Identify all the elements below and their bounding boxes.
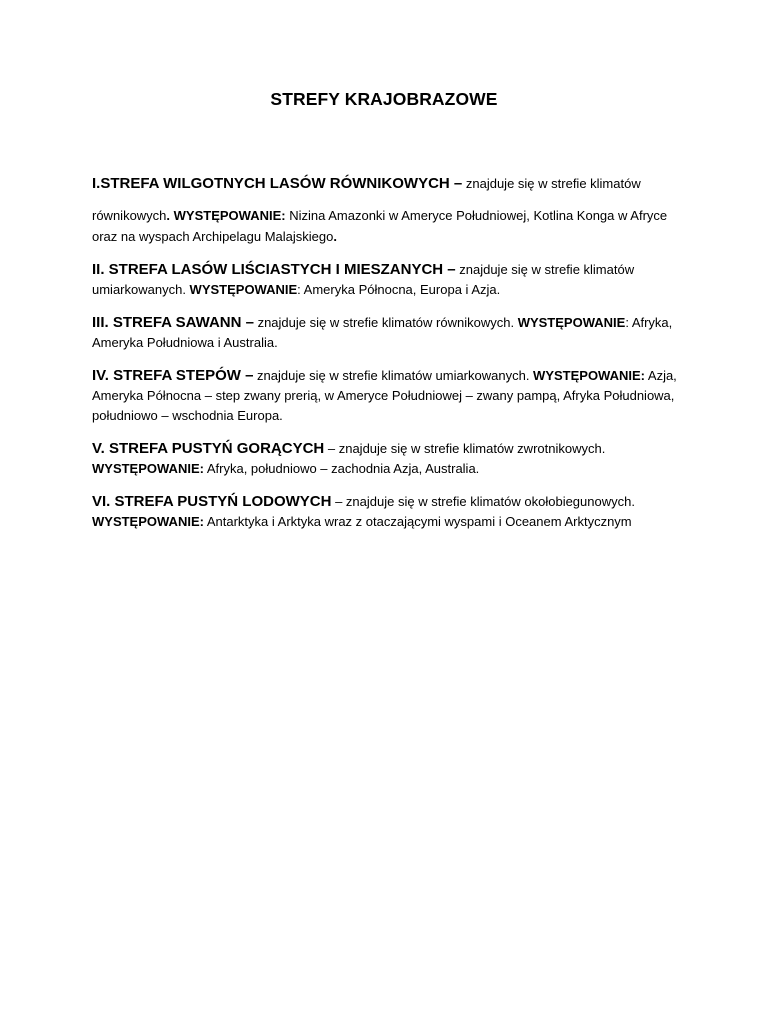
zone-4-heading: IV. STREFA STEPÓW – bbox=[92, 367, 254, 384]
zone-4-climate: znajduje się w strefie klimatów umiarkowanych. bbox=[253, 368, 534, 383]
zone-4-occurrence-label: WYSTĘPOWANIE: bbox=[533, 368, 645, 383]
zone-2-heading: II. STREFA LASÓW LIŚCIASTYCH I MIESZANYCH – bbox=[92, 261, 456, 278]
zone-5-heading: V. STREFA PUSTYŃ GORĄCYCH bbox=[92, 440, 325, 457]
zone-5-occurrence: Afryka, południowo – zachodnia Azja, Australia. bbox=[203, 461, 480, 476]
zone-2-occurrence-label: WYSTĘPOWANIE bbox=[189, 282, 298, 297]
zone-4-paragraph bbox=[92, 366, 682, 426]
zone-1-climate-end: . bbox=[166, 208, 174, 223]
zone-1-occurrence: Nizina Amazonki w Ameryce Południowej, Kotlina Konga w Afryce oraz na wyspach Archipelagu Malajskiego bbox=[92, 208, 668, 244]
zone-6-paragraph bbox=[92, 492, 682, 532]
document-title: STREFY KRAJOBRAZOWE bbox=[270, 89, 498, 109]
zone-6-climate: – znajduje się w strefie klimatów okołobiegunowych. bbox=[331, 494, 635, 509]
zone-3-climate: znajduje się w strefie klimatów równikowych. bbox=[253, 315, 518, 330]
zone-1-occurrence-end: . bbox=[333, 229, 337, 244]
zone-3-occurrence: : Afryka, Ameryka Południowa i Australia. bbox=[92, 315, 673, 350]
zone-3-paragraph bbox=[92, 313, 682, 353]
zone-2-climate: znajduje się w strefie klimatów umiarkowanych. bbox=[92, 262, 635, 297]
zone-5-occurrence-label: WYSTĘPOWANIE: bbox=[92, 461, 204, 476]
zone-1-climate: znajduje się w strefie klimatów bbox=[462, 176, 641, 191]
zone-2-occurrence: : Ameryka Północna, Europa i Azja. bbox=[297, 282, 501, 297]
zone-6-occurrence: Antarktyka i Arktyka wraz z otaczającymi wyspami i Oceanem Arktycznym bbox=[203, 514, 632, 529]
zone-5-paragraph bbox=[92, 439, 682, 479]
zone-4-occurrence: Azja, Ameryka Północna – step zwany prerią, w Ameryce Południowej – zwany pampą, Afryka Południowa, południowo – wschodnia Europa. bbox=[92, 368, 677, 423]
zone-3-heading: III. STREFA SAWANN – bbox=[92, 314, 254, 331]
zone-5-climate: – znajduje się w strefie klimatów zwrotnikowych. bbox=[324, 441, 606, 456]
zone-1-occurrence-label: WYSTĘPOWANIE: bbox=[173, 208, 286, 223]
zone-3-occurrence-label: WYSTĘPOWANIE bbox=[517, 315, 626, 330]
zone-2-paragraph bbox=[92, 260, 682, 300]
zone-1-climate-continued: równikowych bbox=[92, 208, 167, 223]
zone-1-paragraph bbox=[92, 173, 682, 247]
zone-6-occurrence-label: WYSTĘPOWANIE: bbox=[92, 514, 204, 529]
zone-1-heading: I.STREFA WILGOTNYCH LASÓW RÓWNIKOWYCH – bbox=[92, 175, 463, 192]
document-body bbox=[92, 173, 682, 532]
zone-1-first-line bbox=[92, 173, 682, 194]
zone-6-heading: VI. STREFA PUSTYŃ LODOWYCH bbox=[92, 493, 332, 510]
